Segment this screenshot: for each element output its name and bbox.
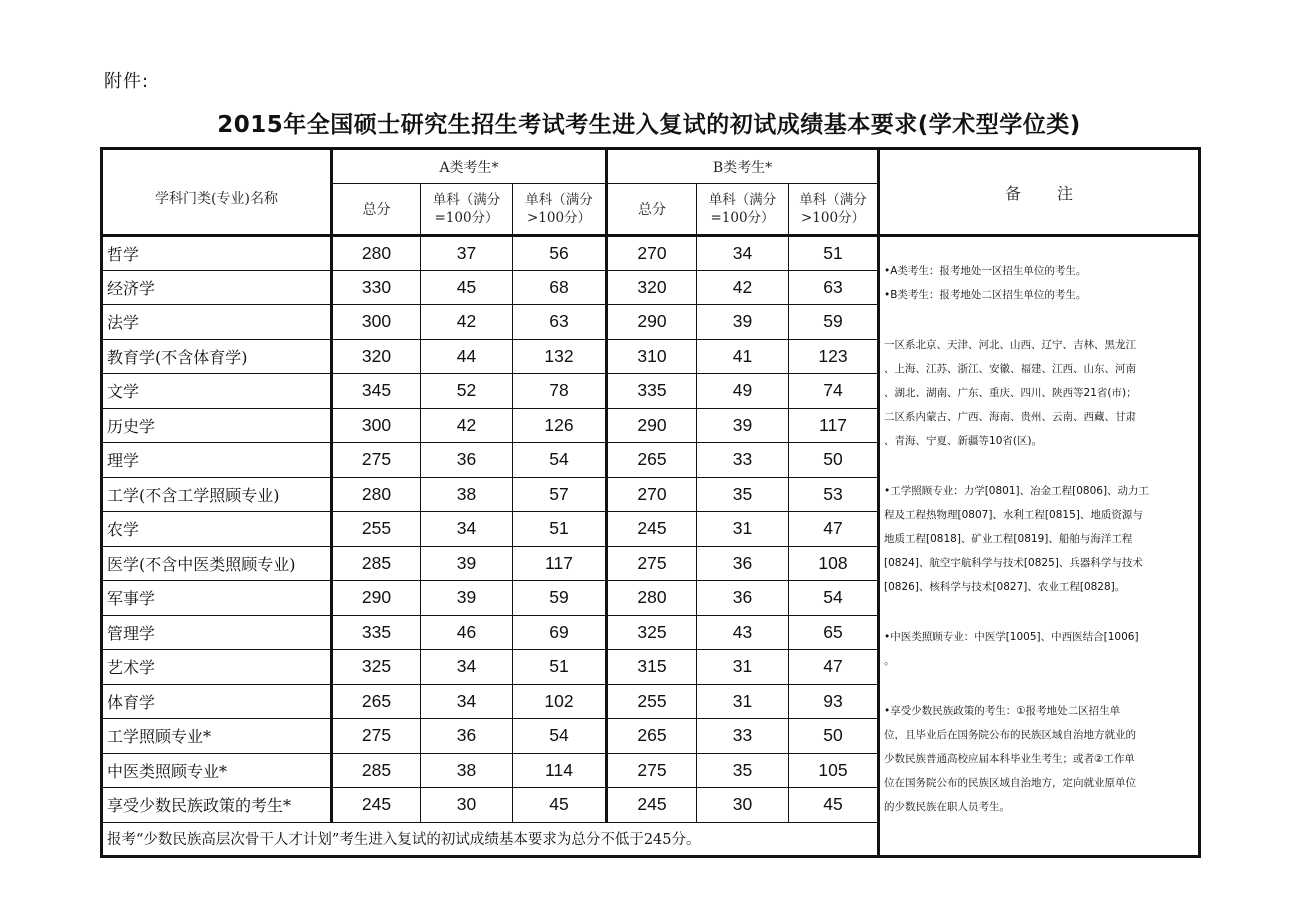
score-table (100, 147, 1201, 858)
a-single-gt100-cell: 51 (513, 512, 607, 547)
a-total-cell: 320 (332, 339, 421, 374)
b-total-cell: 275 (607, 753, 697, 788)
b-single-gt100-cell: 53 (789, 477, 879, 512)
a-total-cell: 265 (332, 684, 421, 719)
b-single-gt100-cell: 47 (789, 512, 879, 547)
a-single-eq100-cell: 30 (421, 788, 513, 823)
a-total-cell: 300 (332, 305, 421, 340)
a-single-gt100-cell: 114 (513, 753, 607, 788)
subject-name: 工学(不含工学照顾专业) (102, 477, 332, 512)
note-block2 (884, 333, 1196, 453)
b-total-cell: 290 (607, 408, 697, 443)
note-line: 。 (884, 655, 895, 667)
b-total-header: 总分 (607, 184, 697, 236)
subject-name: 农学 (102, 512, 332, 547)
a-single-gt100-cell: 78 (513, 374, 607, 409)
a-single-eq100-cell: 34 (421, 684, 513, 719)
footer-note: 报考“少数民族高层次骨干人才计划”考生进入复试的初试成绩基本要求为总分不低于245分。 (102, 822, 879, 856)
subject-name: 中医类照顾专业* (102, 753, 332, 788)
note-line: •B类考生：报考地处二区招生单位的考生。 (884, 289, 1087, 301)
a-total-cell: 275 (332, 443, 421, 478)
a-total-cell: 345 (332, 374, 421, 409)
subject-name: 教育学(不含体育学) (102, 339, 332, 374)
a-single-eq100-cell: 34 (421, 650, 513, 685)
subject-name: 享受少数民族政策的考生* (102, 788, 332, 823)
note-line: 的少数民族在职人员考生。 (884, 801, 1011, 813)
b-single-gt100-cell: 51 (789, 236, 879, 271)
b-single-gt100-cell: 50 (789, 443, 879, 478)
subject-name: 文学 (102, 374, 332, 409)
a-single-gt100-cell: 102 (513, 684, 607, 719)
b-total-cell: 315 (607, 650, 697, 685)
note-line: 位，且毕业后在国务院公布的民族区域自治地方就业的 (884, 729, 1137, 741)
note-line: 少数民族普通高校应届本科毕业生考生；或者②工作单 (884, 753, 1135, 765)
a-single-gt100-cell: 56 (513, 236, 607, 271)
b-total-cell: 265 (607, 443, 697, 478)
note-block5 (884, 699, 1196, 819)
note-line: •工学照顾专业：力学[0801]、冶金工程[0806]、动力工 (884, 485, 1150, 497)
b-total-cell: 275 (607, 546, 697, 581)
subject-name: 理学 (102, 443, 332, 478)
a-total-cell: 280 (332, 236, 421, 271)
b-single-eq100-cell: 49 (697, 374, 789, 409)
a-total-cell: 280 (332, 477, 421, 512)
a-single-gt100-cell: 132 (513, 339, 607, 374)
b-single-eq100-cell: 33 (697, 719, 789, 754)
b-total-cell: 265 (607, 719, 697, 754)
b-single-gt100-cell: 123 (789, 339, 879, 374)
b-total-cell: 280 (607, 581, 697, 616)
subject-name: 管理学 (102, 615, 332, 650)
note-line: [0824]、航空宇航科学与技术[0825]、兵器科学与技术 (884, 557, 1143, 569)
a-single-eq100-cell: 38 (421, 477, 513, 512)
b-single-gt100-cell: 47 (789, 650, 879, 685)
b-single-eq100-cell: 42 (697, 270, 789, 305)
note-line: •A类考生：报考地处一区招生单位的考生。 (884, 265, 1087, 277)
note-block4 (884, 625, 1196, 673)
b-total-cell: 270 (607, 236, 697, 271)
note-block3 (884, 479, 1196, 599)
a-single-eq100-cell: 52 (421, 374, 513, 409)
subject-name: 艺术学 (102, 650, 332, 685)
attachment-label: 附件: (104, 71, 150, 92)
b-single-gt100-cell: 63 (789, 270, 879, 305)
b-single-gt100-cell: 54 (789, 581, 879, 616)
a-total-cell: 275 (332, 719, 421, 754)
note-line: 程及工程热物理[0807]、水利工程[0815]、地质资源与 (884, 509, 1143, 521)
b-total-cell: 320 (607, 270, 697, 305)
note-line: 地质工程[0818]、矿业工程[0819]、船舶与海洋工程 (884, 533, 1133, 545)
b-total-cell: 245 (607, 512, 697, 547)
a-single-eq100-cell: 36 (421, 443, 513, 478)
subject-name: 军事学 (102, 581, 332, 616)
a-single-eq100-cell: 39 (421, 546, 513, 581)
b-single-eq100-cell: 35 (697, 753, 789, 788)
b-single-gt100-cell: 108 (789, 546, 879, 581)
page-title: 2015年全国硕士研究生招生考试考生进入复试的初试成绩基本要求(学术型学位类) (217, 112, 1081, 138)
remarks-header: 备注 (879, 149, 1200, 236)
subject-name: 体育学 (102, 684, 332, 719)
subject-name: 医学(不含中医类照顾专业) (102, 546, 332, 581)
note-line: •中医类照顾专业：中医学[1005]、中西医结合[1006] (884, 631, 1139, 643)
subject-header: 学科门类(专业)名称 (102, 149, 332, 236)
a-single-gt100-cell: 117 (513, 546, 607, 581)
a-single-gt100-cell: 63 (513, 305, 607, 340)
a-single-eq100-cell: 34 (421, 512, 513, 547)
a-single-gt100-cell: 68 (513, 270, 607, 305)
b-total-cell: 325 (607, 615, 697, 650)
subject-name: 工学照顾专业* (102, 719, 332, 754)
b-single-gt100-cell: 59 (789, 305, 879, 340)
a-total-cell: 330 (332, 270, 421, 305)
a-single-eq100-cell: 38 (421, 753, 513, 788)
note-line: 位在国务院公布的民族区域自治地方，定向就业原单位 (884, 777, 1137, 789)
subject-name: 经济学 (102, 270, 332, 305)
a-total-cell: 285 (332, 753, 421, 788)
a-single-eq100-cell: 37 (421, 236, 513, 271)
b-single-eq100-cell: 31 (697, 650, 789, 685)
b-single-gt100-cell: 117 (789, 408, 879, 443)
table-row (102, 236, 1200, 271)
note-line: •享受少数民族政策的考生：①报考地处二区招生单 (884, 705, 1121, 717)
note-line: 、青海、宁夏、新疆等10省(区)。 (884, 435, 1043, 447)
note-line: 、上海、江苏、浙江、安徽、福建、江西、山东、河南 (884, 363, 1137, 375)
b-single-gt100-cell: 74 (789, 374, 879, 409)
b-single-eq100-cell: 41 (697, 339, 789, 374)
b-single-gt100-cell: 93 (789, 684, 879, 719)
b-single-eq100-cell: 33 (697, 443, 789, 478)
a-single-gt100-cell: 69 (513, 615, 607, 650)
a-single-eq100-cell: 42 (421, 408, 513, 443)
a-single-gt100-cell: 51 (513, 650, 607, 685)
subject-name: 历史学 (102, 408, 332, 443)
a-total-cell: 255 (332, 512, 421, 547)
b-total-cell: 255 (607, 684, 697, 719)
b-single-eq100-cell: 43 (697, 615, 789, 650)
b-single-eq100-cell: 34 (697, 236, 789, 271)
remarks-notes (879, 236, 1200, 857)
a-total-cell: 300 (332, 408, 421, 443)
a-single-eq100-header: 单科（满分 =100分） (421, 184, 513, 236)
b-single-eq100-cell: 31 (697, 512, 789, 547)
note-line: 一区系北京、天津、河北、山西、辽宁、吉林、黑龙江 (884, 339, 1137, 351)
b-total-cell: 310 (607, 339, 697, 374)
note-block1 (884, 259, 1196, 307)
b-single-gt100-cell: 45 (789, 788, 879, 823)
b-single-eq100-cell: 39 (697, 305, 789, 340)
a-single-eq100-cell: 42 (421, 305, 513, 340)
b-single-eq100-cell: 30 (697, 788, 789, 823)
note-line: 二区系内蒙古、广西、海南、贵州、云南、西藏、甘肃 (884, 411, 1137, 423)
b-single-gt100-cell: 105 (789, 753, 879, 788)
note-line: [0826]、核科学与技术[0827]、农业工程[0828]。 (884, 581, 1126, 593)
a-total-cell: 335 (332, 615, 421, 650)
a-single-eq100-cell: 39 (421, 581, 513, 616)
b-single-gt100-header: 单科（满分 >100分） (789, 184, 879, 236)
b-single-gt100-cell: 50 (789, 719, 879, 754)
a-total-cell: 285 (332, 546, 421, 581)
b-single-eq100-cell: 31 (697, 684, 789, 719)
a-single-gt100-cell: 59 (513, 581, 607, 616)
a-single-eq100-cell: 44 (421, 339, 513, 374)
a-single-gt100-cell: 57 (513, 477, 607, 512)
subject-name: 哲学 (102, 236, 332, 271)
a-single-gt100-cell: 126 (513, 408, 607, 443)
a-group-header: A类考生* (332, 149, 607, 184)
a-single-eq100-cell: 36 (421, 719, 513, 754)
a-single-eq100-cell: 45 (421, 270, 513, 305)
b-single-gt100-cell: 65 (789, 615, 879, 650)
a-single-gt100-cell: 54 (513, 443, 607, 478)
a-total-header: 总分 (332, 184, 421, 236)
b-single-eq100-cell: 36 (697, 581, 789, 616)
b-group-header: B类考生* (607, 149, 879, 184)
a-total-cell: 325 (332, 650, 421, 685)
a-single-gt100-cell: 54 (513, 719, 607, 754)
b-total-cell: 335 (607, 374, 697, 409)
b-total-cell: 270 (607, 477, 697, 512)
b-total-cell: 290 (607, 305, 697, 340)
note-line: 、湖北、湖南、广东、重庆、四川、陕西等21省(市)； (884, 387, 1137, 399)
a-total-cell: 290 (332, 581, 421, 616)
b-total-cell: 245 (607, 788, 697, 823)
a-total-cell: 245 (332, 788, 421, 823)
b-single-eq100-cell: 39 (697, 408, 789, 443)
a-single-gt100-cell: 45 (513, 788, 607, 823)
b-single-eq100-cell: 35 (697, 477, 789, 512)
subject-name: 法学 (102, 305, 332, 340)
b-single-eq100-header: 单科（满分 =100分） (697, 184, 789, 236)
b-single-eq100-cell: 36 (697, 546, 789, 581)
a-single-gt100-header: 单科（满分 >100分） (513, 184, 607, 236)
a-single-eq100-cell: 46 (421, 615, 513, 650)
